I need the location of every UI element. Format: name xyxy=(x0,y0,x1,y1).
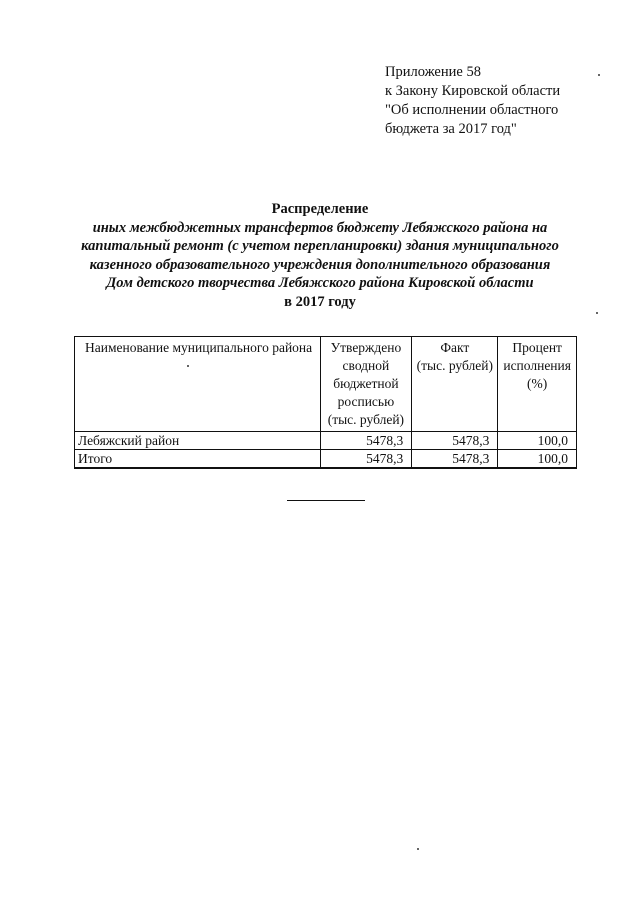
closing-rule xyxy=(287,500,365,501)
scan-dot xyxy=(187,365,189,367)
title-line: капитальный ремонт (с учетом перепланировки) здания муниципального xyxy=(81,238,559,254)
cell-total-label: Итого xyxy=(75,450,321,469)
scan-speck xyxy=(417,848,419,850)
appendix-line: к Закону Кировской области xyxy=(385,83,561,99)
scan-speck xyxy=(596,312,598,314)
appendix-note xyxy=(385,63,560,139)
title-line: Распределение xyxy=(271,201,369,217)
distribution-table xyxy=(74,336,577,469)
cell-fact: 5478,3 xyxy=(412,432,498,450)
cell-approved: 5478,3 xyxy=(320,432,412,450)
table-header-row xyxy=(75,337,577,432)
appendix-line: "Об исполнении областного xyxy=(385,102,559,118)
title-line: Дом детского творчества Лебяжского района Кировской области xyxy=(106,275,534,291)
title-line: в 2017 году xyxy=(284,293,356,310)
table-total-row xyxy=(75,450,577,469)
scan-speck xyxy=(598,74,600,76)
cell-district-name: Лебяжский район xyxy=(75,432,321,450)
cell-total-percent: 100,0 xyxy=(498,450,577,469)
document-title xyxy=(40,200,600,311)
cell-total-approved: 5478,3 xyxy=(320,450,412,469)
appendix-line: Приложение 58 xyxy=(385,64,481,80)
appendix-line: бюджета за 2017 год" xyxy=(385,121,517,137)
header-percent: Процент исполнения (%) xyxy=(498,337,577,432)
table-row xyxy=(75,432,577,450)
cell-percent: 100,0 xyxy=(498,432,577,450)
title-line: иных межбюджетных трансфертов бюджету Лебяжского района на xyxy=(92,219,548,236)
header-district-name: Наименование муниципального района xyxy=(75,337,321,432)
header-approved: Утверждено сводной бюджетной росписью (тыс. рублей) xyxy=(320,337,412,432)
header-fact: Факт (тыс. рублей) xyxy=(412,337,498,432)
title-line: казенного образовательного учреждения дополнительного образования xyxy=(89,256,551,273)
cell-total-fact: 5478,3 xyxy=(412,450,498,469)
